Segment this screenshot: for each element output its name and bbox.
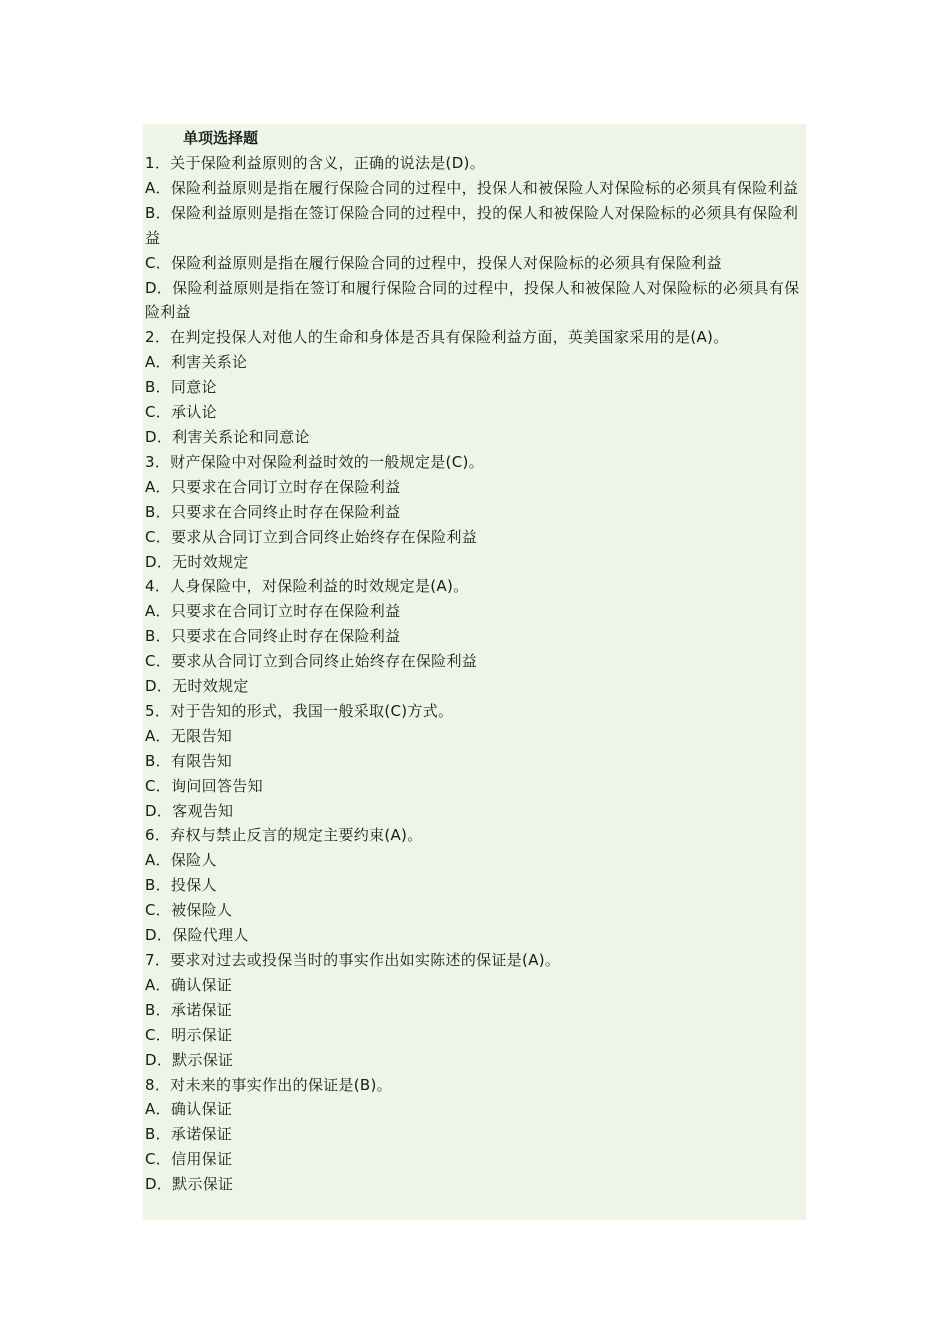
question-text: 4．人身保险中，对保险利益的时效规定是(A)。 xyxy=(145,577,469,596)
option-text: D．无时效规定 xyxy=(145,677,249,696)
question-text: 1．关于保险利益原则的含义，正确的说法是(D)。 xyxy=(145,154,485,172)
option-text: C．明示保证 xyxy=(145,1025,233,1044)
document-content xyxy=(143,124,806,1220)
option-text: C．要求从合同订立到合同终止始终存在保险利益 xyxy=(145,652,478,671)
question-text: 3．财产保险中对保险利益时效的一般规定是(C)。 xyxy=(145,452,484,471)
question-block xyxy=(145,151,806,325)
option-text: B．同意论 xyxy=(145,378,217,397)
option-text: B．承诺保证 xyxy=(145,1000,233,1019)
option-text: A．保险利益原则是指在履行保险合同的过程中，投保人和被保险人对保险标的必须具有保险利益 xyxy=(145,178,799,197)
option-text: C．信用保证 xyxy=(145,1150,233,1169)
option-text: D．无时效规定 xyxy=(145,552,249,571)
option-text: A．只要求在合同订立时存在保险利益 xyxy=(145,602,401,621)
option-text: A．利害关系论 xyxy=(145,353,248,372)
section-heading: 单项选择题 xyxy=(183,129,259,147)
option-text: A．保险人 xyxy=(145,851,217,870)
option-text: C．被保险人 xyxy=(145,901,233,920)
option-text: B．只要求在合同终止时存在保险利益 xyxy=(145,627,401,646)
option-text: C．保险利益原则是指在履行保险合同的过程中，投保人对保险标的必须具有保险利益 xyxy=(145,253,722,272)
question-text: 6．弃权与禁止反言的规定主要约束(A)。 xyxy=(145,826,423,845)
option-text: C．要求从合同订立到合同终止始终存在保险利益 xyxy=(145,527,478,546)
option-text: A．只要求在合同订立时存在保险利益 xyxy=(145,477,401,496)
question-block xyxy=(145,450,806,575)
option-text: B．只要求在合同终止时存在保险利益 xyxy=(145,502,401,521)
option-text: B．有限告知 xyxy=(145,751,233,770)
question-block xyxy=(145,948,806,1073)
option-text: D．默示保证 xyxy=(145,1050,234,1069)
question-block xyxy=(145,823,806,948)
question-text: 8．对未来的事实作出的保证是(B)。 xyxy=(145,1075,392,1094)
option-text: A．确认保证 xyxy=(145,975,233,994)
question-block xyxy=(145,325,806,450)
question-block xyxy=(145,1073,806,1198)
question-text: 2．在判定投保人对他人的生命和身体是否具有保险利益方面，英美国家采用的是(A)。 xyxy=(145,328,729,347)
question-block xyxy=(145,699,806,824)
option-text: B．保险利益原则是指在签订保险合同的过程中，投的保人和被保险人对保险标的必须具有保险利益 xyxy=(145,203,799,247)
question-text: 7．要求对过去或投保当时的事实作出如实陈述的保证是(A)。 xyxy=(145,951,561,969)
option-text: D．客观告知 xyxy=(145,801,234,820)
question-block xyxy=(145,574,806,699)
option-text: C．承认论 xyxy=(145,403,217,422)
option-text: D．保险代理人 xyxy=(145,926,249,945)
option-text: B．投保人 xyxy=(145,876,217,895)
option-text: D．保险利益原则是指在签订和履行保险合同的过程中，投保人和被保险人对保险标的必须具有保险利益 xyxy=(145,278,800,322)
option-text: B．承诺保证 xyxy=(145,1125,233,1144)
option-text: C．询问回答告知 xyxy=(145,776,263,795)
option-text: D．默示保证 xyxy=(145,1175,234,1194)
question-list xyxy=(145,151,806,1197)
question-text: 5．对于告知的形式，我国一般采取(C)方式。 xyxy=(145,701,454,720)
option-text: A．无限告知 xyxy=(145,726,233,745)
option-text: A．确认保证 xyxy=(145,1100,233,1119)
option-text: D．利害关系论和同意论 xyxy=(145,427,310,446)
